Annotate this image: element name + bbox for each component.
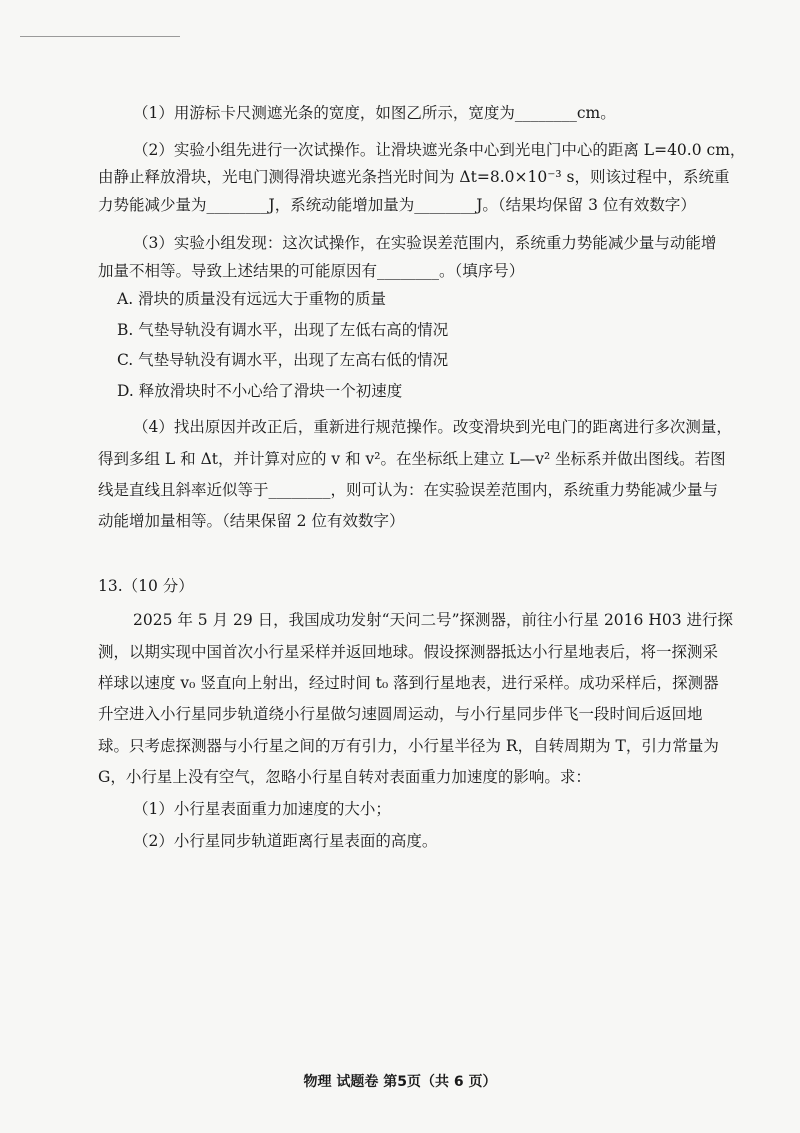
- q12-part4-line3: 线是直线且斜率近似等于________，则可认为：在实验误差范围内，系统重力势能减少量与: [98, 481, 719, 499]
- q12-part3-line2: 加量不相等。导致上述结果的可能原因有________。（填序号）: [98, 262, 525, 280]
- q13-body-line3: 样球以速度 v₀ 竖直向上射出，经过时间 t₀ 落到行星地表，进行采样。成功采样后，探测器: [98, 674, 719, 692]
- option-d: D. 释放滑块时不小心给了滑块一个初速度: [117, 382, 403, 400]
- q13-body-line4: 升空进入小行星同步轨道绕小行星做匀速圆周运动，与小行星同步伴飞一段时间后返回地: [98, 705, 703, 723]
- q12-part4-line1: （4）找出原因并改正后，重新进行规范操作。改变滑块到光电门的距离进行多次测量，: [133, 418, 732, 436]
- q13-body-line5: 球。只考虑探测器与小行星之间的万有引力，小行星半径为 R，自转周期为 T，引力常量为: [98, 737, 719, 755]
- q13-header: 13.（10 分）: [98, 577, 194, 595]
- q13-sub1: （1）小行星表面重力加速度的大小；: [133, 800, 391, 818]
- q13-body-line2: 测，以期实现中国首次小行星采样并返回地球。假设探测器抵达小行星地表后，将一探测采: [98, 643, 719, 661]
- q12-part2-line2: 由静止释放滑块，光电门测得滑块遮光条挡光时间为 Δt=8.0×10⁻³ s，则该过程中，系统重: [98, 168, 730, 186]
- option-c: C. 气垫导轨没有调水平，出现了左高右低的情况: [117, 351, 449, 369]
- q12-part1: （1）用游标卡尺测遮光条的宽度，如图乙所示，宽度为________cm。: [133, 104, 616, 122]
- q12-part2-line1: （2）实验小组先进行一次试操作。让滑块遮光条中心到光电门中心的距离 L=40.0 cm，: [133, 141, 746, 159]
- q13-sub2: （2）小行星同步轨道距离行星表面的高度。: [133, 832, 438, 850]
- option-a: A. 滑块的质量没有远远大于重物的质量: [117, 290, 387, 308]
- q12-part4-line2: 得到多组 L 和 Δt，并计算对应的 v 和 v²。在坐标纸上建立 L—v² 坐标系并做出图线。若图: [98, 450, 726, 468]
- q12-part4-line4: 动能增加量相等。（结果保留 2 位有效数字）: [98, 512, 405, 530]
- q13-body-line6: G，小行星上没有空气，忽略小行星自转对表面重力加速度的影响。求：: [98, 768, 591, 786]
- q13-body-line1: 2025 年 5 月 29 日，我国成功发射“天问二号”探测器，前往小行星 2016 H03 进行探: [133, 611, 733, 629]
- page-footer: 物理 试题卷 第5页（共 6 页）: [303, 1074, 497, 1090]
- option-b: B. 气垫导轨没有调水平，出现了左低右高的情况: [117, 321, 449, 339]
- q12-part3-line1: （3）实验小组发现：这次试操作，在实验误差范围内，系统重力势能减少量与动能增: [133, 234, 717, 252]
- q12-part2-line3: 力势能减少量为________J，系统动能增加量为________J。（结果均保留 3 位有效数字）: [98, 196, 696, 214]
